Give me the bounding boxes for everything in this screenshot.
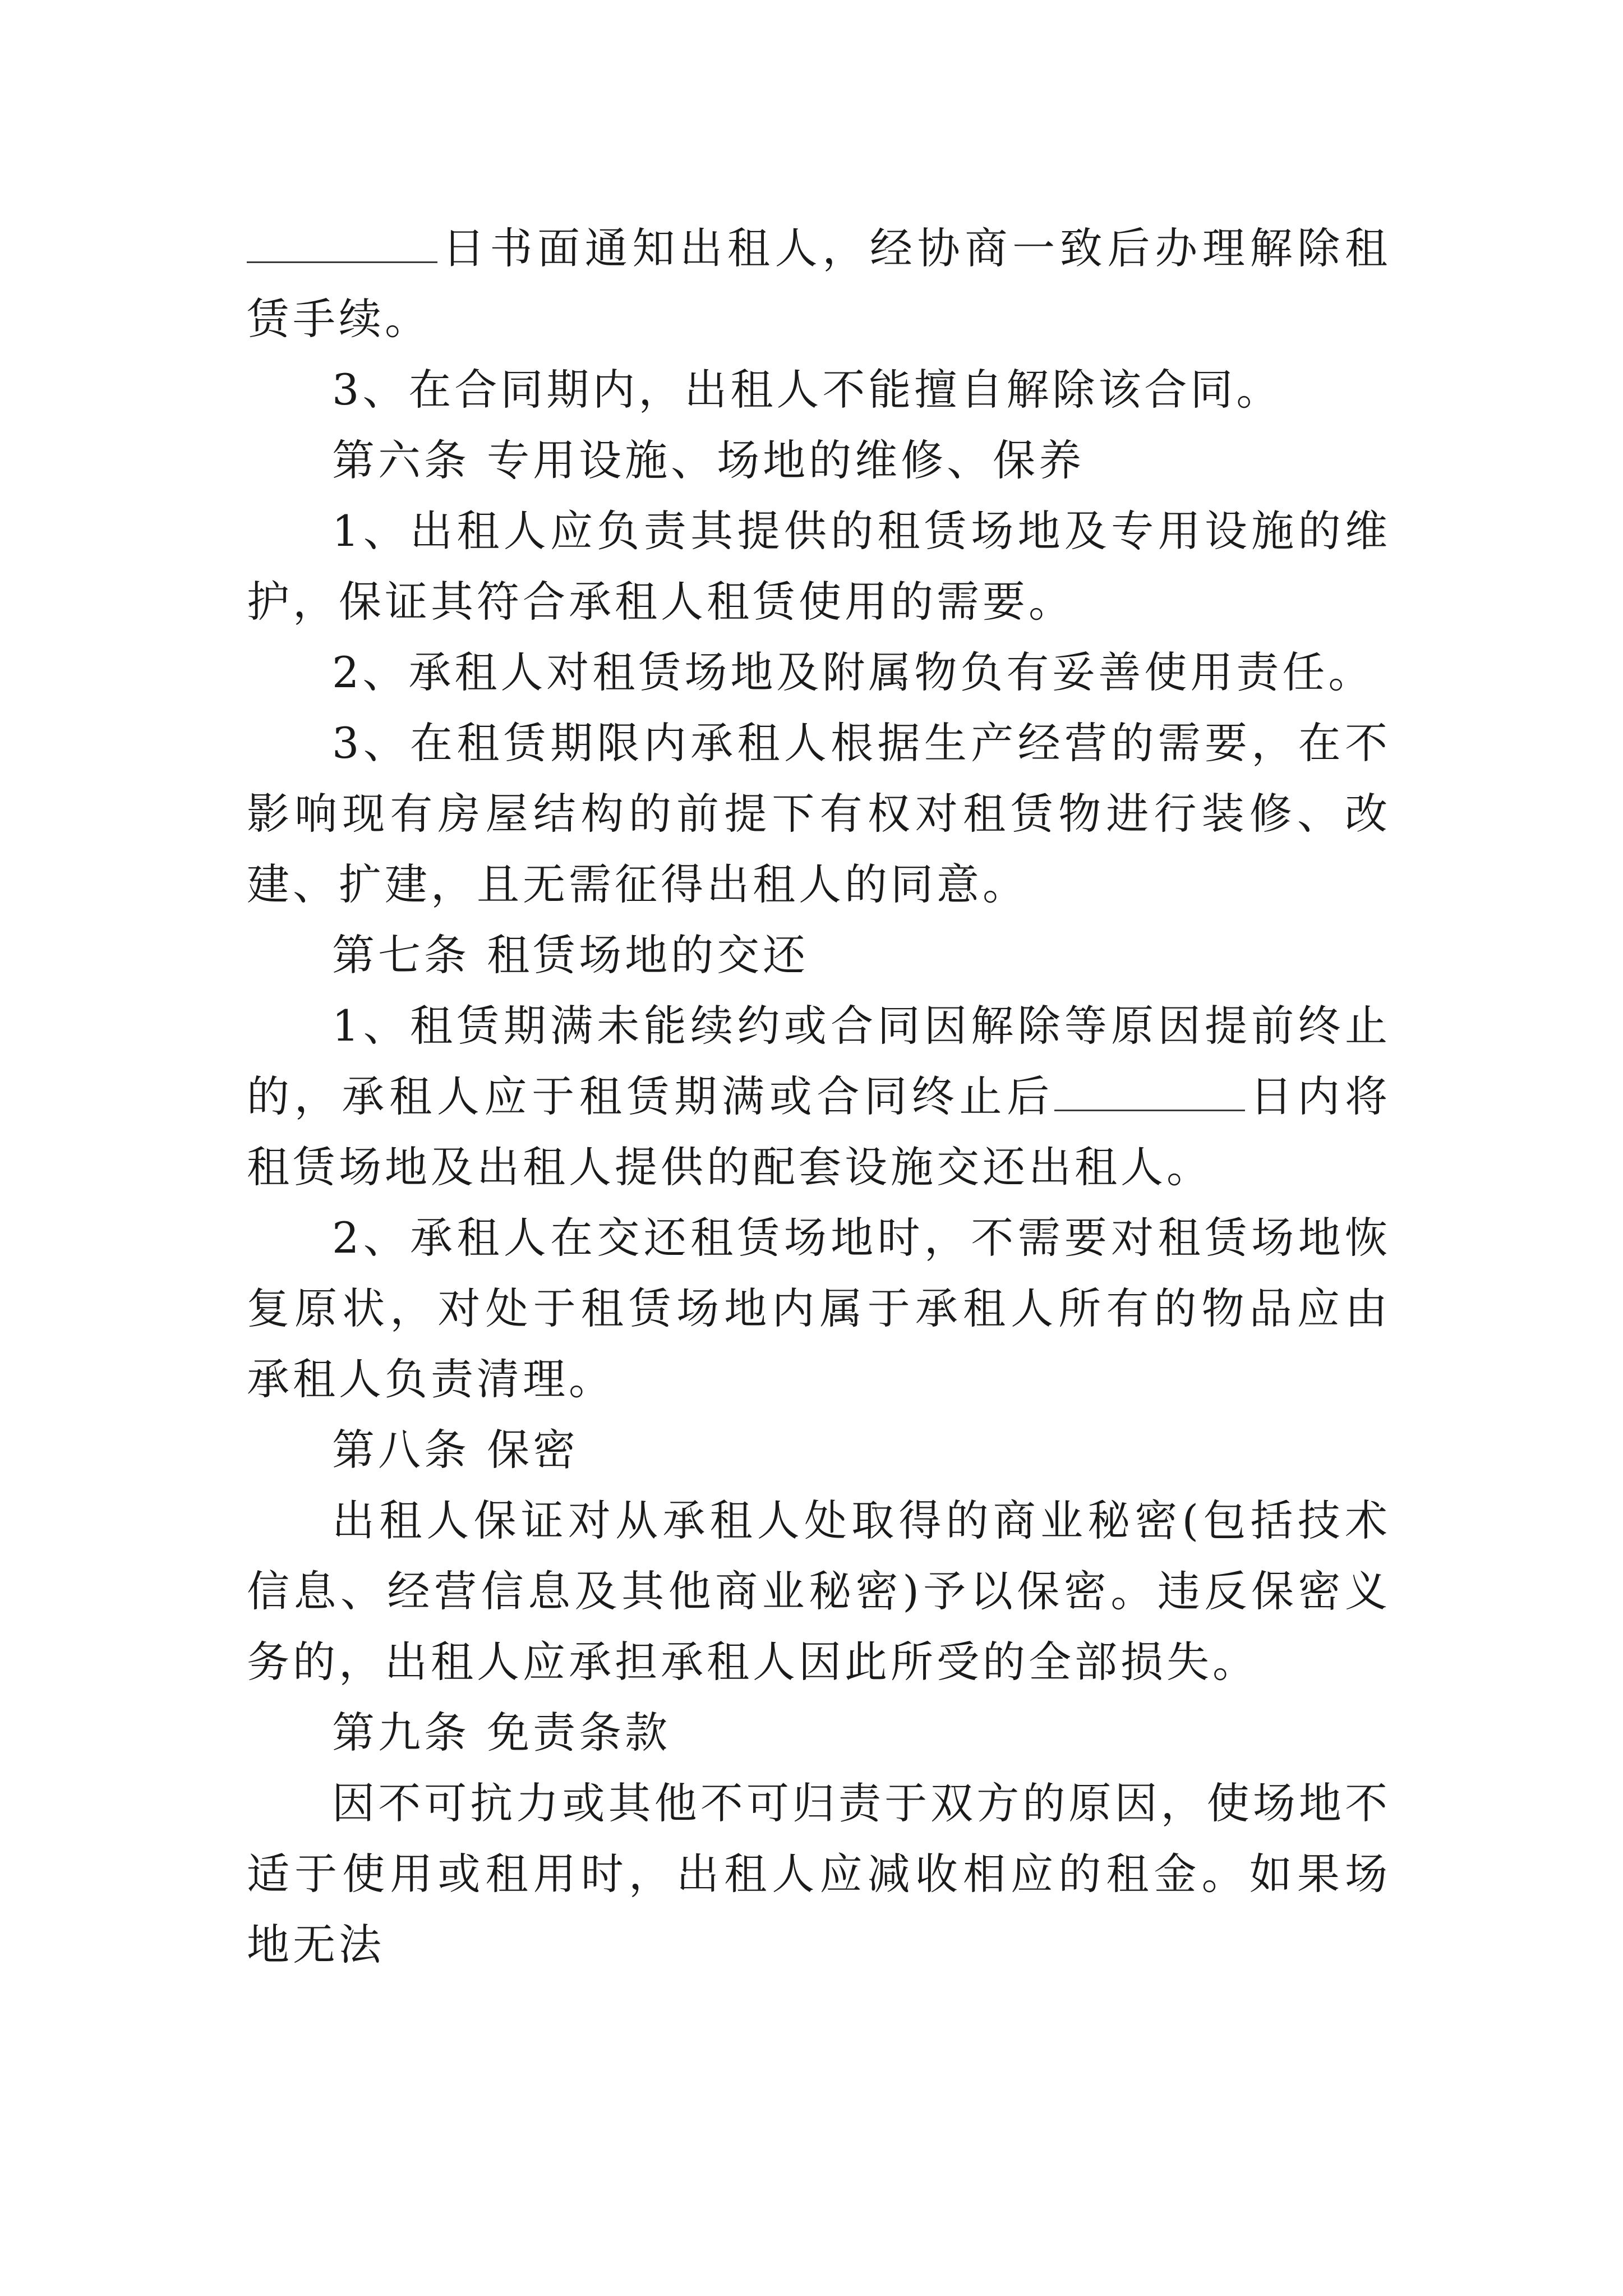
article-7-clause-2: 2、承租人在交还租赁场地时，不需要对租赁场地恢复原状，对处于租赁场地内属于承租人所有的物品应由承租人负责清理。 (247, 1213, 1391, 1404)
paragraph-no-unilateral-termination: 3、在合同期内，出租人不能擅自解除该合同。 (332, 365, 1283, 415)
paragraph-text: 日书面通知出租人，经协商一致后办理解除租赁手续。 (247, 223, 1391, 344)
article-9-heading: 第九条 免责条款 (332, 1708, 671, 1757)
article-7-heading: 第七条 租赁场地的交还 (332, 930, 809, 980)
article-9-body: 因不可抗力或其他不可归责于双方的原因，使场地不适于使用或租用时，出租人应减收相应的租金。如果场地无法 (247, 1778, 1391, 1970)
article-6-clause-2: 2、承租人对租赁场地及附属物负有妥善使用责任。 (332, 647, 1375, 697)
fill-in-blank (1054, 1076, 1245, 1111)
paragraph-text-before-blank: 1、租赁期满未能续约或合同因解除等原因提前终止的，承租人应于租赁期满或合同终止后 (247, 1001, 1391, 1121)
paragraph-text-after-blank: 日内将租赁场地及出租人提供的配套设施交还出租人。 (247, 1071, 1391, 1192)
article-8-heading: 第八条 保密 (332, 1425, 579, 1475)
article-6-clause-3: 3、在租赁期限内承租人根据生产经营的需要，在不影响现有房屋结构的前提下有权对租赁物进行装修、改建、扩建，且无需征得出租人的同意。 (247, 718, 1391, 909)
article-8-body: 出租人保证对从承租人处取得的商业秘密(包括技术信息、经营信息及其他商业秘密)予以保密。违反保密义务的，出租人应承担承租人因此所受的全部损失。 (247, 1496, 1391, 1687)
article-6-clause-1: 1、出租人应负责其提供的租赁场地及专用设施的维护，保证其符合承租人租赁使用的需要。 (247, 506, 1391, 627)
article-6-heading: 第六条 专用设施、场地的维修、保养 (332, 435, 1085, 485)
article-7-clause-1 (247, 991, 1391, 1203)
fill-in-blank (247, 228, 437, 263)
paragraph-notice-termination (247, 213, 1391, 355)
document-page (247, 213, 1391, 1980)
